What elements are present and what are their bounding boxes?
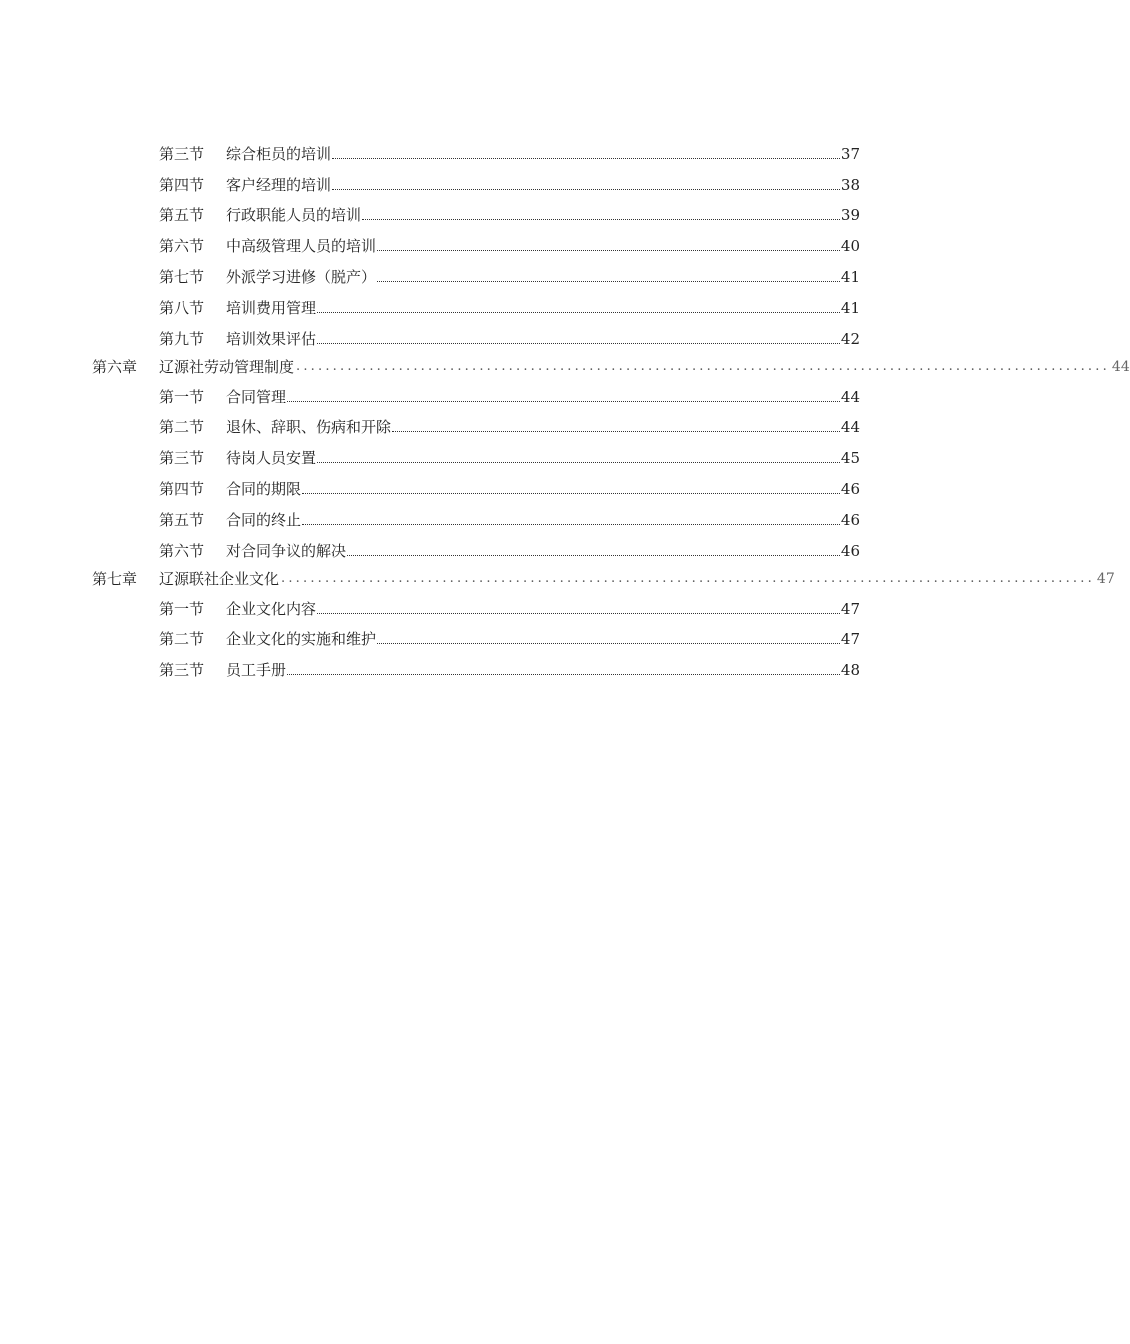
- dot-leader: [347, 554, 840, 556]
- toc-chapter-page: 44: [1111, 358, 1130, 375]
- toc-entry-number: 第五节: [159, 510, 205, 529]
- toc-entry-number: 第四节: [159, 175, 205, 194]
- dot-leader: [332, 157, 840, 159]
- toc-entry-title: 合同的终止: [226, 510, 302, 529]
- toc-entry-number: 第三节: [159, 449, 205, 468]
- table-of-contents: [0, 132, 1130, 680]
- toc-entry-number: 第六节: [159, 541, 205, 560]
- toc-entry[interactable]: [0, 498, 860, 529]
- dot-leader: [392, 430, 840, 432]
- toc-entry[interactable]: [0, 163, 860, 194]
- dot-leader: [302, 523, 840, 525]
- toc-entry-page: 42: [840, 329, 860, 348]
- toc-entry[interactable]: [0, 406, 860, 437]
- toc-entry[interactable]: [0, 467, 860, 498]
- toc-entry-title: 行政职能人员的培训: [226, 206, 362, 225]
- toc-entry[interactable]: [0, 618, 860, 649]
- toc-entry-title: 培训费用管理: [226, 298, 317, 317]
- toc-entry-page: 46: [840, 479, 860, 498]
- toc-entry-page: 47: [840, 630, 860, 649]
- toc-entry[interactable]: [0, 648, 860, 679]
- toc-entry-title: 企业文化的实施和维护: [226, 630, 377, 649]
- dot-leader: [377, 249, 840, 251]
- toc-entry[interactable]: [0, 317, 860, 348]
- toc-entry-title: 对合同争议的解决: [226, 541, 347, 560]
- toc-entry-page: 47: [840, 599, 860, 618]
- toc-entry-title: 中高级管理人员的培训: [226, 237, 377, 256]
- dot-leader: [377, 642, 840, 644]
- toc-entry-title: 退休、辞职、伤病和开除: [226, 418, 392, 437]
- toc-entry-number: 第四节: [159, 479, 205, 498]
- toc-entry-page: 41: [840, 267, 860, 286]
- toc-entry-page: 46: [840, 541, 860, 560]
- toc-entry[interactable]: [0, 436, 860, 467]
- toc-entry-page: 44: [840, 387, 860, 406]
- toc-entry-number: 第六节: [159, 237, 205, 256]
- toc-entry-number: 第八节: [159, 298, 205, 317]
- toc-entry[interactable]: [0, 194, 860, 225]
- toc-chapter-entry[interactable]: [0, 560, 1115, 588]
- toc-entry-number: 第二节: [159, 418, 205, 437]
- toc-chapter-title: 辽源联社企业文化: [159, 569, 280, 588]
- dot-leader: [287, 673, 840, 675]
- toc-chapter-entry[interactable]: [0, 348, 1130, 376]
- dot-leader: [302, 492, 840, 494]
- toc-entry-title: 综合柜员的培训: [226, 144, 332, 163]
- dot-leader: [317, 461, 840, 463]
- toc-entry[interactable]: [0, 588, 860, 618]
- toc-chapter-number: 第七章: [92, 569, 138, 588]
- dot-leader: [317, 612, 840, 614]
- toc-entry-page: 41: [840, 298, 860, 317]
- toc-entry-page: 48: [840, 661, 860, 680]
- toc-entry-number: 第二节: [159, 630, 205, 649]
- toc-entry-number: 第一节: [159, 599, 205, 618]
- toc-entry-number: 第三节: [159, 144, 205, 163]
- toc-entry-title: 企业文化内容: [226, 599, 317, 618]
- dot-leader: ...............................................................................................................: [296, 358, 1110, 374]
- toc-entry-page: 37: [840, 144, 860, 163]
- toc-entry-number: 第九节: [159, 329, 205, 348]
- dot-leader: [377, 280, 840, 282]
- toc-entry-number: 第七节: [159, 267, 205, 286]
- toc-entry[interactable]: [0, 224, 860, 255]
- dot-leader: [332, 188, 840, 190]
- toc-entry-title: 外派学习进修（脱产）: [226, 267, 377, 286]
- dot-leader: ...............................................................................................................: [281, 570, 1095, 586]
- dot-leader: [317, 311, 840, 313]
- toc-chapter-title: 辽源社劳动管理制度: [159, 357, 295, 376]
- toc-entry-number: 第三节: [159, 661, 205, 680]
- toc-entry-page: 46: [840, 510, 860, 529]
- dot-leader: [362, 218, 840, 220]
- toc-entry[interactable]: [0, 132, 860, 163]
- toc-entry-title: 合同的期限: [226, 479, 302, 498]
- toc-chapter-number: 第六章: [92, 357, 138, 376]
- toc-entry-page: 44: [840, 418, 860, 437]
- dot-leader: [317, 342, 840, 344]
- toc-entry-title: 员工手册: [226, 661, 287, 680]
- toc-entry-page: 38: [840, 175, 860, 194]
- toc-entry-number: 第一节: [159, 387, 205, 406]
- toc-entry-title: 培训效果评估: [226, 329, 317, 348]
- toc-entry-page: 40: [840, 237, 860, 256]
- toc-entry-page: 45: [840, 449, 860, 468]
- toc-entry-number: 第五节: [159, 206, 205, 225]
- toc-entry-title: 合同管理: [226, 387, 287, 406]
- toc-entry-page: 39: [840, 206, 860, 225]
- toc-entry[interactable]: [0, 255, 860, 286]
- dot-leader: [287, 400, 840, 402]
- toc-chapter-page: 47: [1096, 570, 1115, 587]
- toc-entry-title: 待岗人员安置: [226, 449, 317, 468]
- toc-entry[interactable]: [0, 286, 860, 317]
- toc-entry[interactable]: [0, 376, 860, 406]
- toc-entry[interactable]: [0, 529, 860, 560]
- toc-entry-title: 客户经理的培训: [226, 175, 332, 194]
